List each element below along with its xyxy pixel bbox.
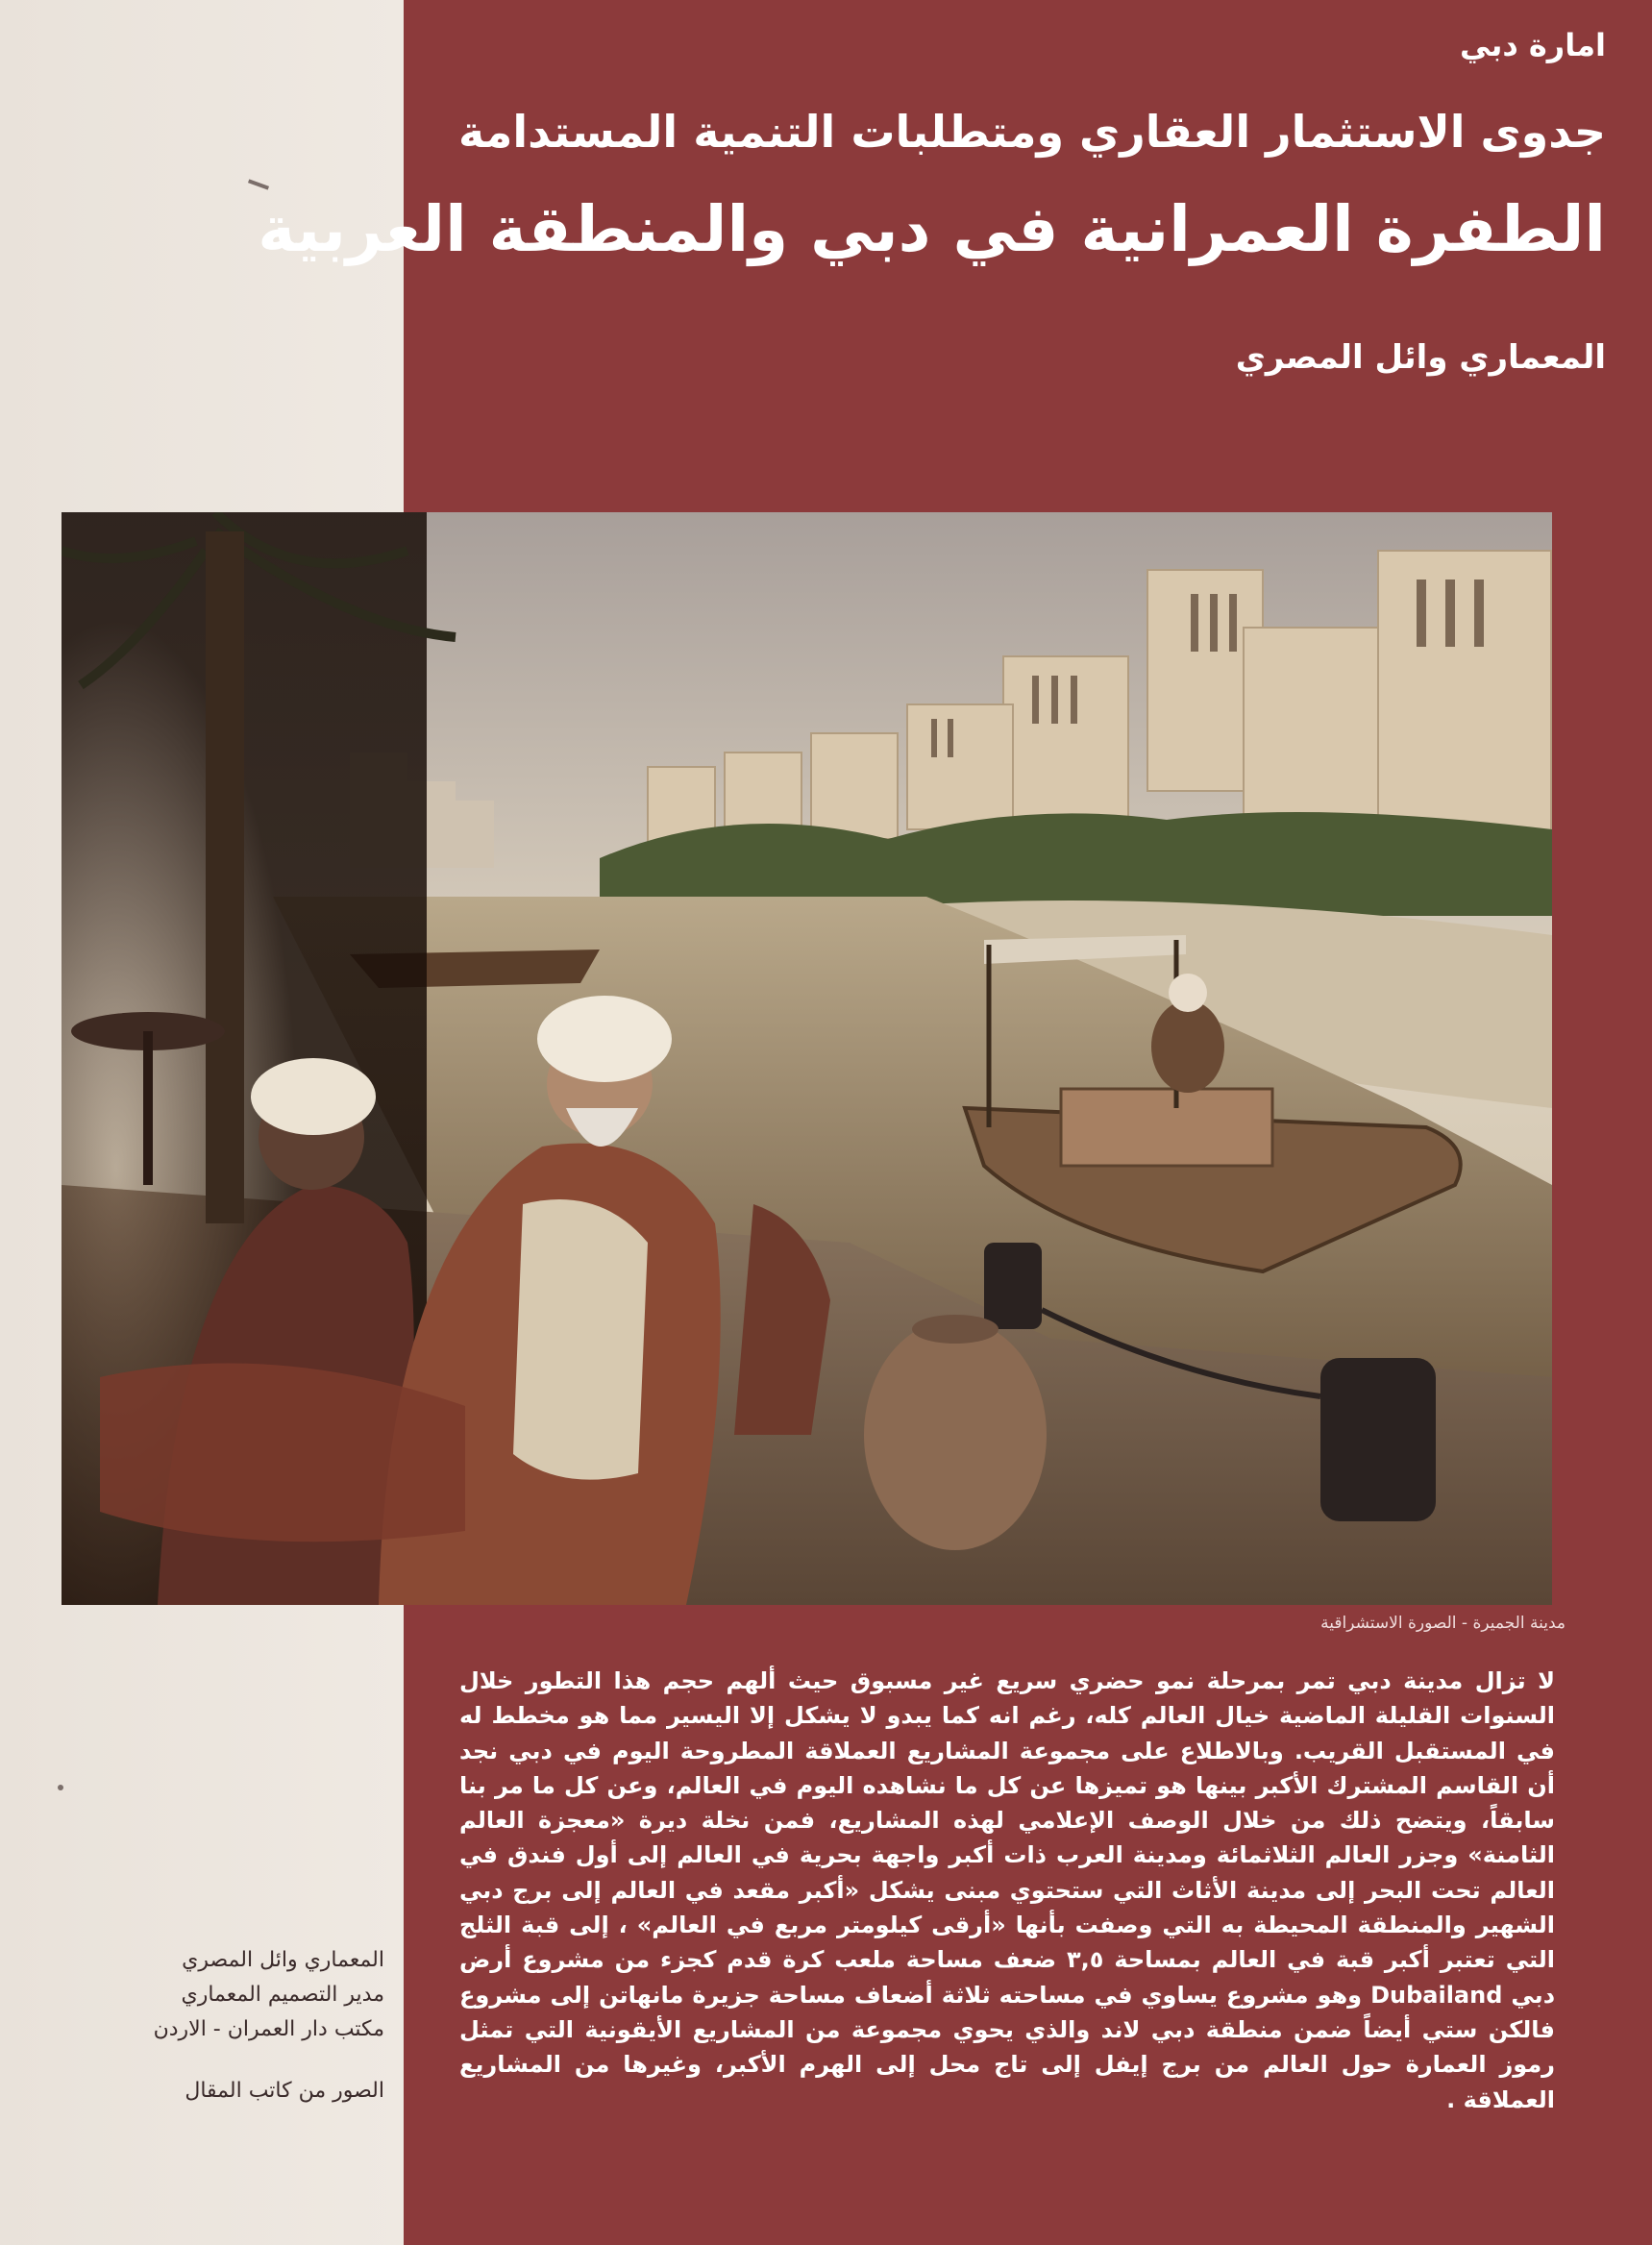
article-body <box>459 1664 1555 2117</box>
author-position: مدير التصميم المعماري <box>181 1983 384 2007</box>
orientalist-canal-scene <box>62 512 1552 1605</box>
article-paragraph: لا تزال مدينة دبي تمر بمرحلة نمو حضري سريع غير مسبوق حيث ألهم حجم هذا التطور خلال السنوات القليلة الماضية خيال العالم كله، رغم انه كما يبدو لا يشكل إلا اليسير مما هو مخطط له في المستقبل القريب. وبالاطلاع على مجموعة المشاريع العملاقة المطروحة اليوم في دبي نجد أن القاسم المشترك الأكبر بينها هو تميزها عن كل ما نشاهده اليوم في العالم، وعن كل ما مر بنا سابقاً، ويتضح ذلك من خلال الوصف الإعلامي لهذه المشاريع، فمن نخلة ديرة «معجزة العالم الثامنة» وجزر العالم الثلاثمائة ومدينة العرب ذات أكبر واجهة بحرية في العالم إلى أول فندق في العالم تحت البحر إلى مدينة الأثاث التي ستحتوي مبنى يشكل «أكبر مقعد في العالم إلى برج دبي الشهير والمنطقة المحيطة به التي وصفت بأنها «أرقى كيلومتر مربع في العالم» ، إلى قبة الثلج التي تعتبر أكبر قبة في العالم بمساحة ٣,٥ ضعف مساحة ملعب كرة قدم كجزء من مشروع أرض دبي Dubailand وهو مشروع يساوي في مساحته ثلاثة أضعاف مساحة جزيرة مانهاتن إلى مشروع فالكن ستي أيضاً ضمن منطقة دبي لاند والذي يحوي مجموعة من المشاريع الأيقونية التي تمثل رموز العمارة حول العالم من برج إيفل إلى تاج محل إلى الهرم الأكبر، وغيرها من المشاريع العملاقة . <box>459 1667 1556 2113</box>
author-name: المعماري وائل المصري <box>182 1948 384 1972</box>
jumeirah-painting-photo <box>62 512 1552 1605</box>
author-info <box>144 1943 384 2109</box>
photo-credit: الصور من كاتب المقال <box>185 2079 384 2103</box>
article-byline: المعماري وائل المصري <box>1235 338 1606 377</box>
photo-caption: مدينة الجميرة - الصورة الاستشراقية <box>1320 1614 1566 1633</box>
section-label: امارة دبي <box>1459 27 1606 63</box>
author-office: مكتب دار العمران - الاردن <box>153 2017 384 2041</box>
dust-mark <box>58 1785 63 1790</box>
article-subtitle: جدوى الاستثمار العقاري ومتطلبات التنمية المستدامة <box>458 106 1606 158</box>
article-title: الطفرة العمرانية في دبي والمنطقة العربية <box>258 192 1606 266</box>
